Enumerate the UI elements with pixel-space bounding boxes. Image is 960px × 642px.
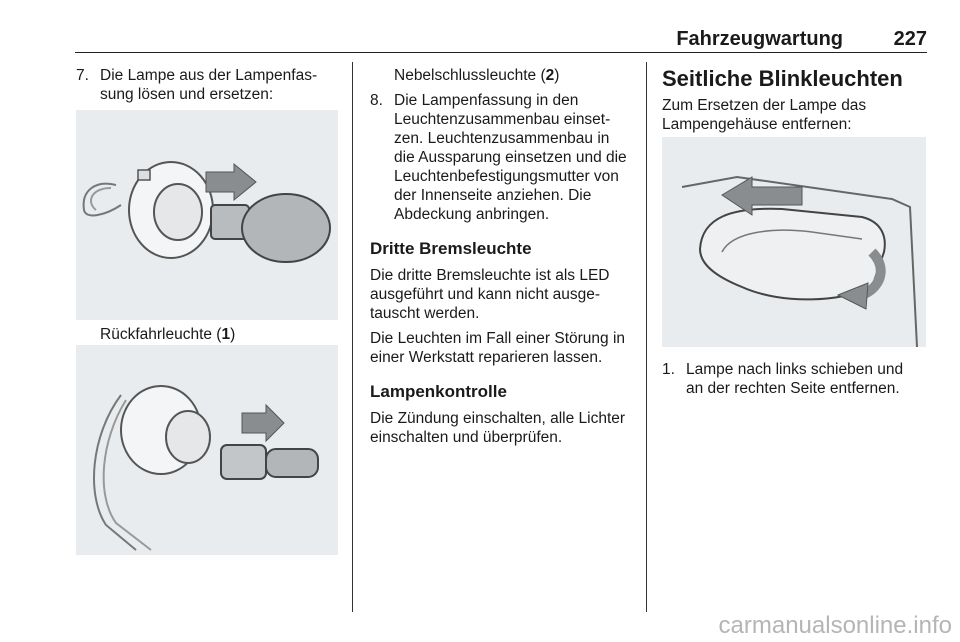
- paragraph-line: Zum Ersetzen der Lampe das: [662, 97, 867, 114]
- step-number: 7.: [76, 67, 89, 84]
- bulb-glass: [266, 449, 318, 477]
- side-indicator-illustration: [662, 137, 926, 347]
- heading-third-brake-light: Dritte Bremsleuchte: [370, 239, 532, 258]
- caption-ref: 2: [545, 67, 555, 84]
- paragraph-line: Die Zündung einschalten, alle Lichter: [370, 410, 626, 427]
- step-1: [662, 360, 932, 398]
- step-number: 1.: [662, 361, 675, 378]
- paragraph: [370, 409, 638, 447]
- step-text: die Aussparung einsetzen und die: [394, 149, 627, 166]
- side-indicator-figure: [662, 137, 926, 347]
- direction-arrow: [242, 405, 284, 441]
- paragraph-line: ausgeführt und kann nicht ausge-: [370, 286, 601, 303]
- step-text: Abdeckung anbringen.: [394, 206, 550, 223]
- section-title: Fahrzeugwartung: [676, 28, 843, 50]
- step-text: Lampe nach links schieben und: [686, 361, 904, 378]
- column-3: [662, 66, 932, 134]
- paragraph-line: einer Werkstatt reparieren lassen.: [370, 349, 603, 366]
- page-number: 227: [893, 28, 927, 50]
- paragraph: [370, 266, 638, 323]
- paragraph-line: einschalten und überprüfen.: [370, 429, 563, 446]
- wire: [91, 188, 111, 210]
- reversing-lamp-figure: [76, 110, 338, 320]
- socket-opening: [166, 411, 210, 463]
- step-text: Die Lampenfassung in den: [394, 92, 579, 109]
- watermark: carmanualsonline.info: [718, 612, 952, 639]
- fog-lamp-figure: [76, 345, 338, 555]
- bulb-socket-illustration: [76, 110, 338, 320]
- continued-caption: [370, 66, 638, 85]
- step-text: zen. Leuchtenzusammenbau in: [394, 130, 610, 147]
- column-1: [76, 66, 340, 104]
- step-text: Die Lampe aus der Lampenfas-: [100, 67, 318, 84]
- paragraph-line: Die dritte Bremsleuchte ist als LED: [370, 267, 610, 284]
- fog-bulb-illustration: [76, 345, 338, 555]
- step-text: an der rechten Seite entfernen.: [686, 380, 900, 397]
- paragraph-line: Lampengehäuse entfernen:: [662, 116, 852, 133]
- paragraph-line: Die Leuchten im Fall einer Störung in: [370, 330, 626, 347]
- paragraph-line: tauscht werden.: [370, 305, 480, 322]
- column-3-steps: [662, 360, 932, 398]
- caption-text: ): [230, 326, 236, 343]
- direction-arrow: [206, 164, 256, 200]
- bulb-glass: [242, 194, 330, 262]
- page-header: [75, 26, 927, 53]
- column-divider: [646, 62, 647, 612]
- caption-text: Nebelschlussleuchte (: [394, 67, 546, 84]
- step-text: der Innenseite anziehen. Die: [394, 187, 592, 204]
- caption-text: ): [554, 67, 560, 84]
- caption-text: Rückfahrleuchte (: [100, 326, 222, 343]
- bulb-base: [221, 445, 266, 479]
- caption-ref: 1: [221, 326, 231, 343]
- step-number: 8.: [370, 92, 383, 109]
- indicator-housing: [700, 209, 885, 300]
- socket-tab: [138, 170, 150, 180]
- step-text: Leuchtenbefestigungsmutter von: [394, 168, 619, 185]
- socket-opening: [154, 184, 202, 240]
- heading-lamp-check: Lampenkontrolle: [370, 382, 507, 401]
- step-text: Leuchtenzusammenbau einset-: [394, 111, 611, 128]
- column-divider: [352, 62, 353, 612]
- caption-reversing: [100, 325, 340, 344]
- column-2: [370, 66, 638, 447]
- paragraph: [662, 96, 932, 134]
- step-text: sung lösen und ersetzen:: [100, 86, 274, 103]
- step-8: [370, 91, 638, 224]
- paragraph: [370, 329, 638, 367]
- heading-side-indicators: Seitliche Blinkleuchten: [662, 66, 903, 91]
- step-7: [76, 66, 340, 104]
